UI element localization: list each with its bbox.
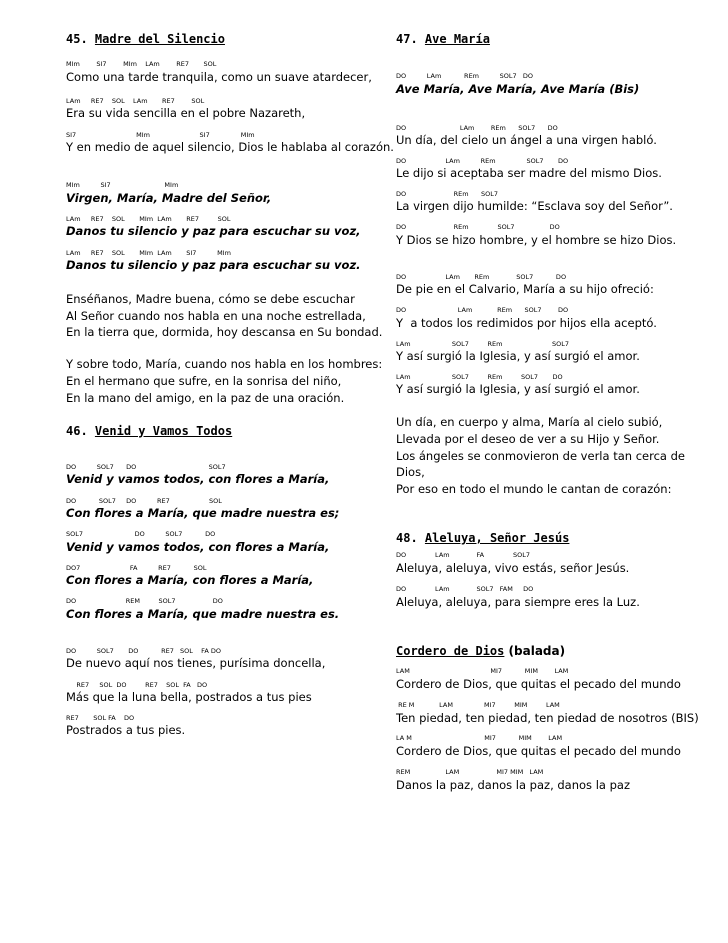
- lyric-line: De nuevo aquí nos tienes, purísima doncella,: [66, 656, 326, 670]
- lyric-line: Cordero de Dios, que quitas el pecado del mundo: [396, 744, 681, 758]
- song-title-cordero: Cordero de Dios (balada): [396, 644, 566, 658]
- lyric-line: Por eso en todo el mundo le cantan de corazón:: [396, 482, 672, 496]
- lyric-line: De pie en el Calvario, María a su hijo ofreció:: [396, 282, 654, 296]
- chord-line: DO LAm REm SOL7 DO: [396, 306, 569, 314]
- song-title-47: 47. Ave María: [396, 32, 490, 46]
- chord-line: MIm SI7 MIm LAm RE7 SOL: [66, 60, 217, 68]
- lyric-line: Dios,: [396, 465, 425, 479]
- lyric-line: Era su vida sencilla en el pobre Nazareth,: [66, 106, 306, 120]
- chord-line: RE M LAM MI7 MIM LAM: [396, 701, 560, 709]
- lyric-line: Aleluya, aleluya, vivo estás, señor Jesús.: [396, 561, 630, 575]
- chord-line: LAm SOL7 REm SOL7: [396, 340, 570, 348]
- lyric-line: En la tierra que, dormida, hoy descansa en Su bondad.: [66, 325, 383, 339]
- lyric-line: Cordero de Dios, que quitas el pecado del mundo: [396, 677, 681, 691]
- chord-line: MIm SI7 MIm: [66, 181, 179, 189]
- lyric-line: Venid y vamos todos, con flores a María,: [66, 472, 330, 486]
- lyric-line: Un día, del cielo un ángel a una virgen habló.: [396, 133, 657, 147]
- chord-line: RE7 SOL FA DO: [66, 714, 135, 722]
- lyric-line: Danos tu silencio y paz para escuchar su voz,: [66, 224, 361, 238]
- lyric-line: Danos tu silencio y paz para escuchar su voz.: [66, 258, 361, 272]
- chord-line: DO LAm REm SOL7 DO: [396, 157, 569, 165]
- lyric-line: Enséñanos, Madre buena, cómo se debe escuchar: [66, 292, 355, 306]
- lyric-line: Con flores a María, que madre nuestra es.: [66, 607, 340, 621]
- chord-line: DO LAm REm SOL7 DO: [396, 273, 567, 281]
- lyric-line: Más que la luna bella, postrados a tus pies: [66, 690, 312, 704]
- lyric-line: Y sobre todo, María, cuando nos habla en los hombres:: [66, 357, 383, 371]
- lyric-line: En el hermano que sufre, en la sonrisa del niño,: [66, 374, 342, 388]
- lyric-line: Como una tarde tranquila, como un suave atardecer,: [66, 70, 372, 84]
- chord-line: DO LAm REm SOL7 DO: [396, 124, 558, 132]
- song-title-45: 45. Madre del Silencio: [66, 32, 225, 46]
- chord-line: LAm RE7 SOL LAm RE7 SOL: [66, 97, 205, 105]
- chord-line: LA M MI7 MIM LAM: [396, 734, 563, 742]
- lyric-line: Con flores a María, con flores a María,: [66, 573, 314, 587]
- lyric-line: Un día, en cuerpo y alma, María al cielo subió,: [396, 415, 663, 429]
- lyric-line: Al Señor cuando nos habla en una noche estrellada,: [66, 309, 366, 323]
- lyric-line: Ave María, Ave María, Ave María (Bis): [396, 82, 640, 96]
- lyric-line: Danos la paz, danos la paz, danos la paz: [396, 778, 630, 792]
- lyric-line: Y Dios se hizo hombre, y el hombre se hizo Dios.: [396, 233, 677, 247]
- chord-line: SI7 MIm SI7 MIm: [66, 131, 255, 139]
- lyric-line: Ten piedad, ten piedad, ten piedad de nosotros (BIS): [396, 711, 699, 725]
- chord-line: DO REm SOL7: [396, 190, 498, 198]
- lyric-line: Postrados a tus pies.: [66, 723, 186, 737]
- lyric-line: Aleluya, aleluya, para siempre eres la Luz.: [396, 595, 640, 609]
- chord-line: DO SOL7 DO RE7 SOL FA DO: [66, 647, 221, 655]
- lyric-line: Con flores a María, que madre nuestra es;: [66, 506, 340, 520]
- song-title-48: 48. Aleluya, Señor Jesús: [396, 531, 570, 545]
- song-title-46: 46. Venid y Vamos Todos: [66, 424, 233, 438]
- chord-line: LAm RE7 SOL MIm LAm SI7 MIm: [66, 249, 231, 257]
- lyric-line: Virgen, María, Madre del Señor,: [66, 191, 272, 205]
- lyric-line: Y en medio de aquel silencio, Dios le hablaba al corazón.: [66, 140, 394, 154]
- chord-line: DO LAm FA SOL7: [396, 551, 530, 559]
- lyric-line: Los ángeles se conmovieron de verla tan cerca de: [396, 449, 685, 463]
- lyric-line: Y a todos los redimidos por hijos ella aceptó.: [396, 316, 657, 330]
- lyric-line: La virgen dijo humilde: “Esclava soy del Señor”.: [396, 199, 673, 213]
- chord-line: DO SOL7 DO SOL7: [66, 463, 226, 471]
- chord-line: DO7 FA RE7 SOL: [66, 564, 207, 572]
- chord-line: LAm RE7 SOL MIm LAm RE7 SOL: [66, 215, 231, 223]
- chord-line: SOL7 DO SOL7 DO: [66, 530, 216, 538]
- lyric-line: Y así surgió la Iglesia, y así surgió el amor.: [396, 349, 640, 363]
- lyric-line: Llevada por el deseo de ver a su Hijo y Señor.: [396, 432, 660, 446]
- chord-line: DO SOL7 DO RE7 SOL: [66, 497, 222, 505]
- chord-line: DO LAm REm SOL7 DO: [396, 72, 533, 80]
- chord-line: REM LAM MI7 MIM LAM: [396, 768, 544, 776]
- chord-line: LAM MI7 MIM LAM: [396, 667, 569, 675]
- chord-line: LAm SOL7 REm SOL7 DO: [396, 373, 563, 381]
- chord-line: DO LAm SOL7 FAM DO: [396, 585, 534, 593]
- lyric-line: Le dijo si aceptaba ser madre del mismo Dios.: [396, 166, 662, 180]
- chord-line: RE7 SOL DO RE7 SOL FA DO: [66, 681, 208, 689]
- chord-line: DO REM SOL7 DO: [66, 597, 223, 605]
- lyric-line: Y así surgió la Iglesia, y así surgió el amor.: [396, 382, 640, 396]
- lyric-line: Venid y vamos todos, con flores a María,: [66, 540, 330, 554]
- chord-line: DO REm SOL7 DO: [396, 223, 560, 231]
- lyric-line: En la mano del amigo, en la paz de una oración.: [66, 391, 345, 405]
